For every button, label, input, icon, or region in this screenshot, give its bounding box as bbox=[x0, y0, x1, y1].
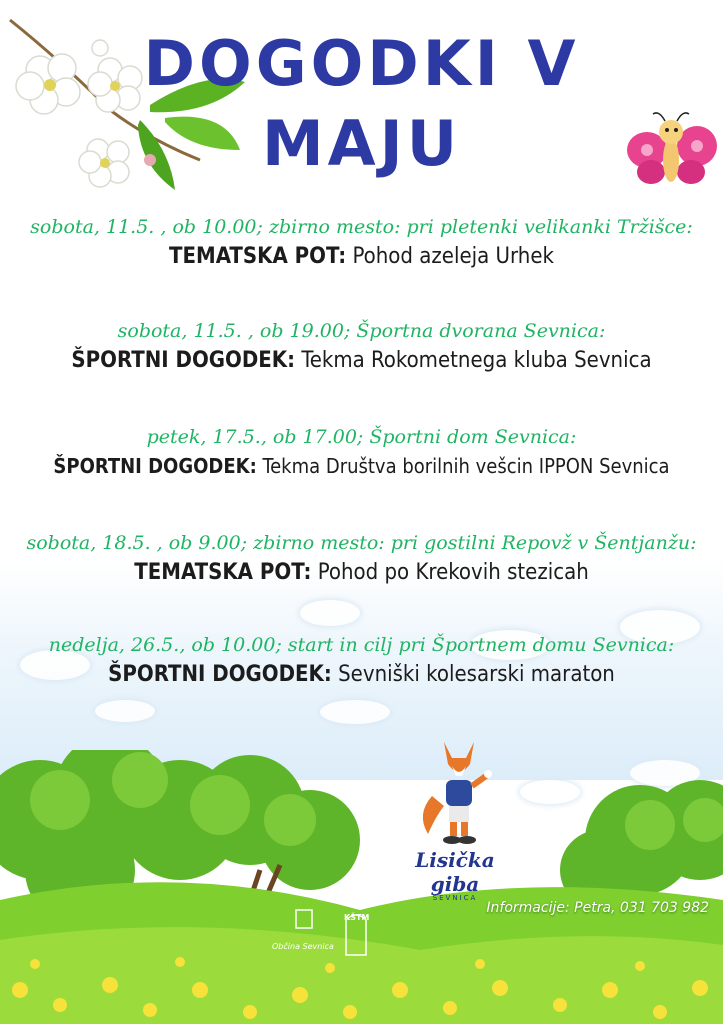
contact-info: Informacije: Petra, 031 703 982 bbox=[486, 900, 709, 916]
event-name: Pohod po Krekovih stezicah bbox=[317, 560, 589, 585]
event-name: Sevniški kolesarski maraton bbox=[338, 662, 615, 687]
event-title bbox=[0, 662, 723, 687]
kstm-logo: KŠTM bbox=[344, 913, 370, 922]
event-time-place: nedelja, 26.5., ob 10.00; start in cilj pri Športnem domu Sevnica: bbox=[48, 634, 675, 656]
event-item bbox=[0, 216, 723, 269]
event-title bbox=[0, 244, 723, 269]
event-item bbox=[0, 532, 723, 585]
landscape-illustration bbox=[0, 750, 723, 1024]
event-name: Tekma Rokometnega kluba Sevnica bbox=[301, 348, 652, 373]
event-category: TEMATSKA POT: bbox=[169, 244, 347, 269]
cloud bbox=[320, 700, 390, 724]
brand-subtitle: SEVNICA bbox=[432, 894, 478, 902]
brand-name: Lisička giba bbox=[415, 848, 495, 896]
cloud bbox=[95, 700, 155, 722]
event-time-place: sobota, 18.5. , ob 9.00; zbirno mesto: pri gostilni Repovž v Šentjanžu: bbox=[26, 532, 697, 554]
event-title bbox=[0, 560, 723, 585]
obcina-sevnica-logo: Občina Sevnica bbox=[272, 942, 334, 951]
event-category: TEMATSKA POT: bbox=[134, 560, 312, 585]
page-title-line-2: MAJU bbox=[261, 107, 462, 180]
event-time-place: sobota, 11.5. , ob 10.00; zbirno mesto: pri pletenki velikanki Tržišce: bbox=[30, 216, 693, 238]
event-category: ŠPORTNI DOGODEK: bbox=[71, 348, 296, 373]
event-title bbox=[0, 454, 723, 478]
cloud bbox=[300, 600, 360, 626]
event-name: Pohod azeleja Urhek bbox=[352, 244, 554, 269]
page-title-line-1: DOGODKI V bbox=[143, 27, 580, 100]
brand-logo bbox=[390, 848, 520, 902]
event-item bbox=[0, 634, 723, 687]
event-time-place: sobota, 11.5. , ob 19.00; Športna dvorana Sevnica: bbox=[117, 320, 606, 342]
event-item bbox=[0, 426, 723, 478]
event-name: Tekma Društva borilnih vešcin IPPON Sevnica bbox=[262, 454, 670, 478]
fox-mascot-illustration bbox=[414, 736, 504, 846]
event-title bbox=[0, 348, 723, 373]
event-category: ŠPORTNI DOGODEK: bbox=[108, 662, 332, 687]
event-category: ŠPORTNI DOGODEK: bbox=[53, 454, 257, 478]
event-item bbox=[0, 320, 723, 373]
event-time-place: petek, 17.5., ob 17.00; Športni dom Sevnica: bbox=[146, 426, 577, 448]
